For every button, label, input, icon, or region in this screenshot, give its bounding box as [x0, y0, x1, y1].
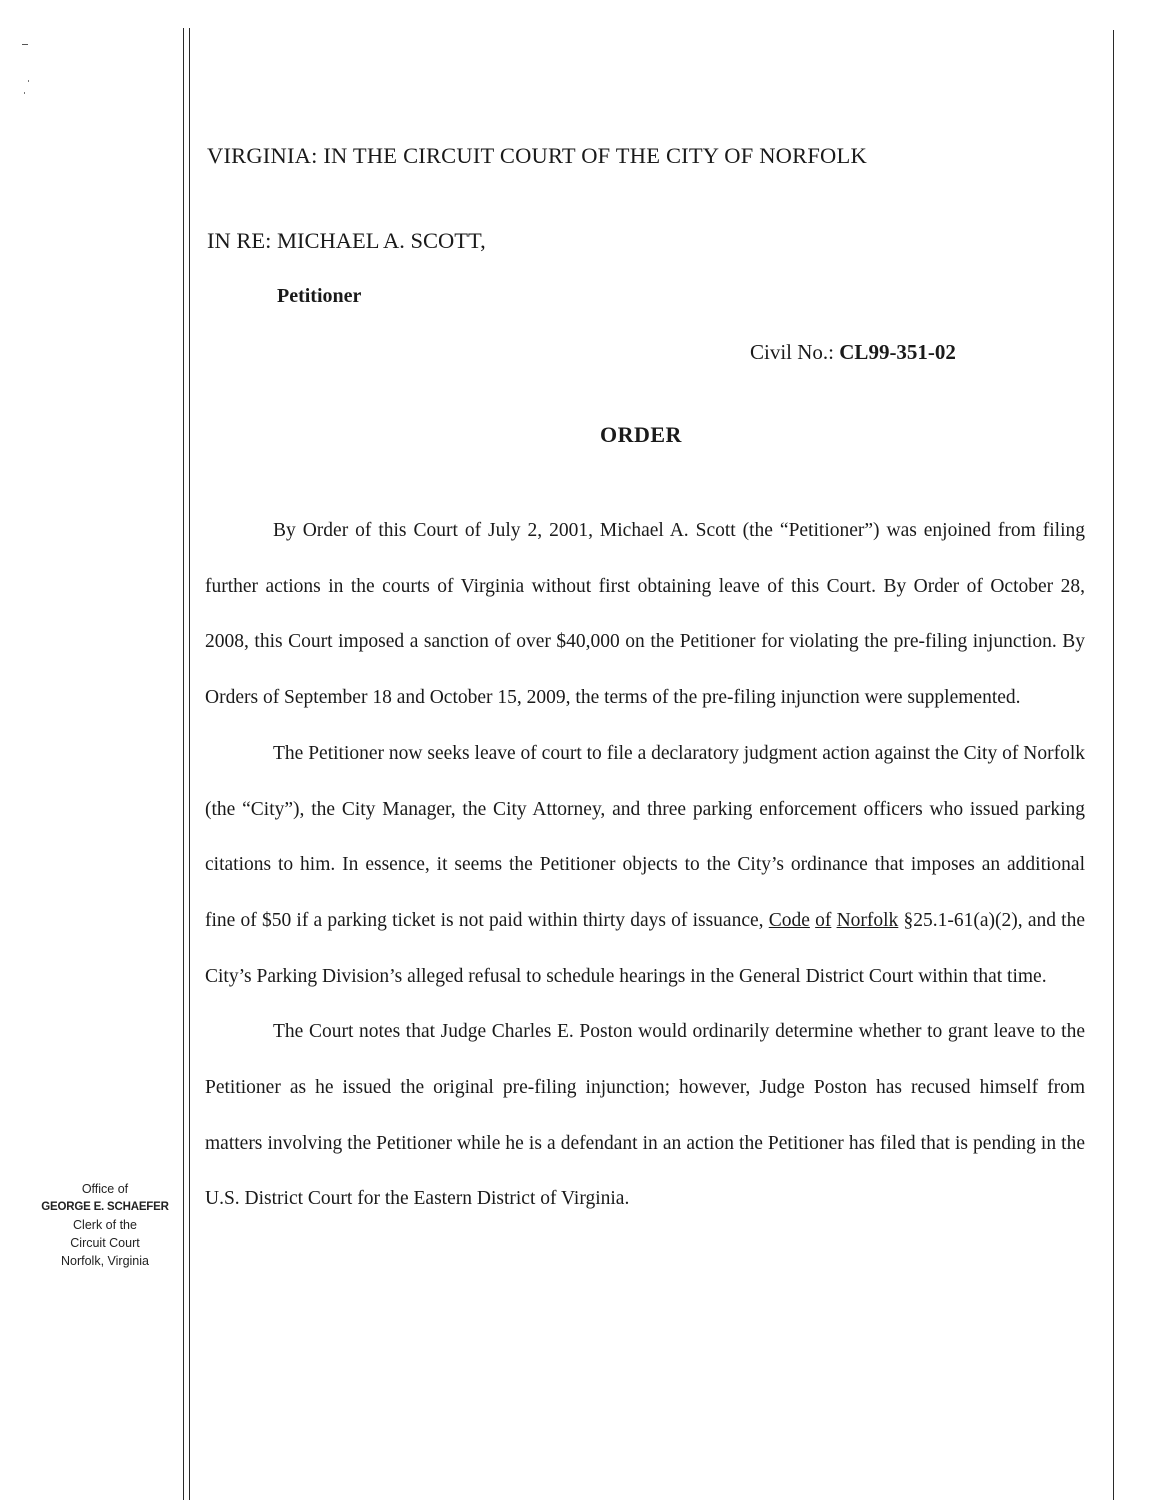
clerk-office-stamp — [40, 1180, 170, 1270]
scan-speck — [28, 80, 29, 82]
civil-number-label: Civil No.: — [750, 340, 835, 364]
civil-number — [750, 340, 956, 365]
code-citation-code: Code — [768, 909, 810, 931]
case-party: IN RE: MICHAEL A. SCOTT, — [207, 228, 486, 253]
court-caption: VIRGINIA: IN THE CIRCUIT COURT OF THE CITY OF NORFOLK — [207, 143, 867, 168]
paragraph-2-text-end: §25.1-61(a)(2), and the City’s Parking Division’s alleged refusal to schedule hearings in the General District Court within that time. — [205, 909, 1086, 987]
scan-speck — [22, 44, 28, 45]
paragraph-1: By Order of this Court of July 2, 2001, Michael A. Scott (the “Petitioner”) was enjoined from filing further actions in the courts of Virginia without first obtaining leave of this Court. By Order of October 28, 2008, this Court imposed a sanction of over $40,000 on the Petitioner for violating the pre-filing injunction. By Orders of September 18 and October 15, 2009, the terms of the pre-filing injunction were supplemented. — [205, 520, 1085, 709]
office-line-4: Circuit Court — [70, 1236, 140, 1250]
left-margin-rule-inner — [189, 28, 190, 1500]
paragraph-2-text-start: The Petitioner now seeks leave of court to file a declaratory judgment action against the City of Norfolk (the “City”), the City Manager, the City Attorney, and three parking enforcement officers who issued parking citations to him. In essence, it seems the Petitioner objects to the City’s ordinance that imposes an additional fine of $50 if a parking ticket is not paid within thirty days of issuance, — [205, 742, 1085, 931]
code-citation-of: of — [815, 909, 832, 931]
office-line-3: Clerk of the — [73, 1218, 137, 1232]
party-role: Petitioner — [277, 285, 362, 307]
clerk-name: GEORGE E. SCHAEFER — [41, 1201, 169, 1213]
office-line-5: Norfolk, Virginia — [60, 1254, 149, 1268]
left-margin-rule-outer — [183, 28, 184, 1500]
office-line-1: Office of — [81, 1182, 129, 1196]
paragraph-2 — [205, 726, 1085, 1005]
document-title: ORDER — [600, 422, 682, 447]
code-citation-norfolk: Norfolk — [836, 909, 899, 931]
scan-speck — [24, 92, 25, 94]
right-margin-rule — [1113, 30, 1114, 1500]
paragraph-3: The Court notes that Judge Charles E. Poston would ordinarily determine whether to grant leave to the Petitioner as he issued the original pre-filing injunction; however, Judge Poston has recused himself from matters involving the Petitioner while he is a defendant in an action the Petitioner has filed that is pending in the U.S. District Court for the Eastern District of Virginia. — [205, 1021, 1085, 1210]
order-body — [205, 503, 1085, 1227]
civil-number-value: CL99-351-02 — [839, 340, 956, 364]
